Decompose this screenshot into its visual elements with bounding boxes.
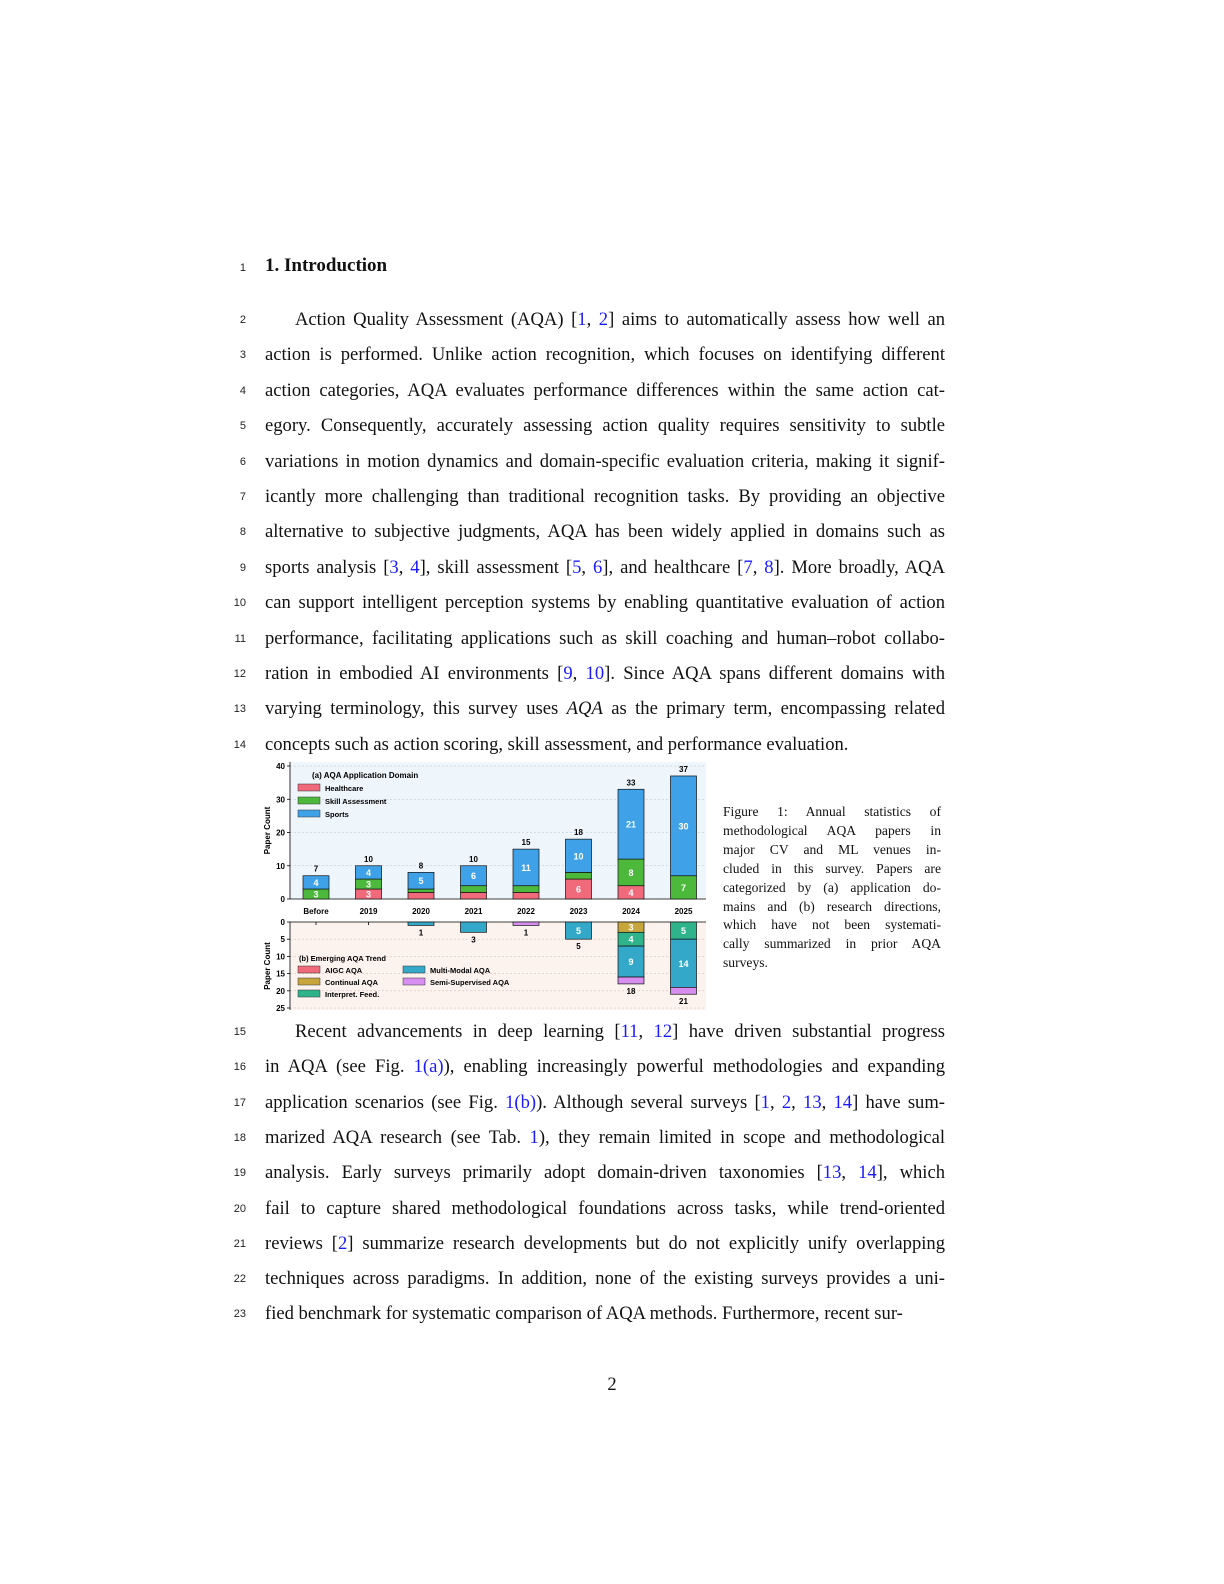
caption-line: which have not been systemati- [723,917,941,933]
xtick-label: 2023 [569,907,588,916]
citation-link[interactable]: 1 [760,1091,770,1113]
legend-label-a: Healthcare [325,784,364,793]
legend-label-a: Skill Assessment [325,797,387,806]
bar-total-label: 1 [523,928,529,938]
xtick-label: Before [303,907,329,916]
line-number: 9 [239,561,246,574]
line-number: 2 [239,314,246,326]
text-run: , [752,556,765,578]
bar-total-label: 10 [469,854,478,864]
text-line [265,662,945,686]
legend-label-b: Continual AQA [325,978,379,987]
citation-link[interactable]: 9 [563,663,573,684]
line-number: 11 [234,632,246,645]
text-run: , [769,1091,782,1113]
citation-link[interactable]: 10 [585,663,605,684]
bar-value-label: 11 [521,862,531,873]
text-run: , [638,1021,654,1042]
caption-line: cally summarized in prior AQA [723,936,941,952]
bar-segment-skill-assessment [408,889,434,892]
text-run: concepts such as action scoring, skill assessment, and performance evaluation. [265,733,849,755]
caption-line: major CV and ML venues in- [723,841,941,857]
text-run: can support intelligent perception systems by enabling quantitative evaluation of action [265,592,945,614]
citation-link[interactable]: 1(b) [505,1091,537,1113]
panel-b-title: (b) Emerging AQA Trend [299,954,386,963]
ytick-label-b: 0 [280,918,285,927]
text-run: ] have driven substantial progress [672,1021,946,1042]
legend-swatch-b [403,978,425,985]
bar-total-label: 33 [626,778,636,788]
text-run: Action Quality Assessment (AQA) [ [295,309,578,330]
bar-value-label: 4 [628,934,634,945]
line-number: 8 [239,526,246,539]
text-run: sports analysis [ [265,556,390,578]
bar-value-label: 10 [573,851,584,862]
bar-value-label: 3 [365,889,372,900]
legend-swatch-b [403,966,425,973]
text-run: , [572,663,586,684]
bar-total-label: 3 [471,935,476,945]
citation-link[interactable]: 7 [743,556,753,578]
figure-1 [258,760,710,1012]
text-run: ), enabling increasingly powerful methodologies and expanding [443,1056,945,1078]
text-line [265,1055,945,1079]
y-axis-label-b: Paper Count [263,942,272,990]
text-run: marized AQA research (see Tab. [265,1126,530,1148]
text-line [265,1232,945,1256]
text-run: ], and healthcare [ [602,556,744,578]
line-number: 14 [233,738,246,751]
text-run: ), they remain limited in scope and methodological [538,1126,945,1148]
bar-segment-skill-assessment [566,872,592,879]
section-line-number: 1 [239,262,246,274]
text-run: techniques across paradigms. In addition, none of the existing surveys provides a uni- [265,1268,945,1290]
legend-swatch-a [298,810,320,817]
text-run: action categories, AQA evaluates performance differences within the same action cat- [265,379,945,401]
bar-value-label: 7 [680,882,687,893]
line-number: 13 [233,703,246,716]
text-line [265,1161,945,1185]
bar-segment-healthcare [513,892,539,899]
bar-value-label: 4 [628,887,634,898]
bar-value-label: 4 [365,867,372,878]
text-line [265,627,945,651]
legend-swatch-b [298,966,320,973]
line-number: 16 [233,1061,246,1074]
legend-label-b: Semi-Supervised AQA [430,978,510,987]
text-line [265,379,945,403]
citation-link[interactable]: 1 [577,309,587,330]
text-line [265,1302,945,1326]
section-heading: 1. Introduction [265,255,388,276]
ytick-label-b: 20 [276,986,285,996]
panel-a-title: (a) AQA Application Domain [312,771,419,780]
bar-total-label: 10 [364,854,373,864]
legend-label-b: Multi-Modal AQA [430,966,491,975]
ytick-label-a: 40 [276,762,285,771]
bar-value-label: 3 [628,922,634,933]
text-run: ] aims to automatically assess how well an [608,309,946,330]
text-line [265,343,945,367]
bar-segment-skill-assessment [461,886,487,893]
text-line [265,556,945,580]
caption-line: Figure 1: Annual statistics of [723,804,941,819]
text-run: variations in motion dynamics and domain-specific evaluation criteria, making it signif- [265,450,945,472]
text-run: , [581,556,593,578]
text-line [265,1267,945,1291]
emphasis-text: AQA [566,698,603,720]
line-number: 4 [239,384,246,397]
text-line [265,520,945,544]
caption-line: surveys. [723,955,768,971]
text-run: varying terminology, this survey uses [265,698,567,720]
legend-swatch-b [298,978,320,985]
line-number: 17 [233,1096,246,1109]
xtick-label: 2025 [674,907,693,916]
caption-line: mains and (b) research directions, [723,898,941,914]
caption-line: cluded in this survey. Papers are [723,860,941,876]
bar-total-label: 18 [626,986,636,996]
xtick-label: 2022 [517,907,535,916]
citation-link[interactable]: 14 [858,1162,877,1184]
bar-value-label: 5 [575,926,582,937]
citation-link[interactable]: 6 [593,556,603,578]
bar-value-label: 30 [678,821,689,832]
citation-link[interactable]: 12 [653,1021,673,1042]
text-run: ], skill assessment [ [419,556,573,578]
caption-line: methodological AQA papers in [723,822,941,838]
citation-link[interactable]: 5 [572,556,582,578]
text-line [265,414,945,438]
citation-link[interactable]: 2 [598,309,609,330]
bar-total-label: 18 [574,828,583,838]
bar-segment-semi-supervised-aqa [618,977,644,984]
xtick-label: 2024 [622,907,640,916]
text-run: ]. More broadly, AQA [773,556,946,578]
page-number: 2 [607,1374,617,1395]
bar-segment-healthcare [461,892,487,899]
text-line [295,308,945,332]
bar-value-label: 6 [575,884,582,895]
bar-value-label: 8 [628,867,634,878]
text-run: in AQA (see Fig. [265,1056,414,1078]
citation-link[interactable]: 4 [410,556,420,578]
text-line [265,733,945,757]
line-number: 15 [233,1026,246,1038]
figure-1-chart [258,760,710,1012]
text-run: fail to capture shared methodological foundations across tasks, while trend-oriented [265,1197,945,1219]
text-line [295,1020,945,1044]
line-number: 7 [239,491,246,503]
bar-segment-healthcare [408,892,434,899]
ytick-label-a: 0 [280,895,285,904]
bar-value-label: 14 [678,958,689,969]
bar-total-label: 37 [679,764,688,774]
text-line [265,1126,945,1150]
legend-swatch-a [298,784,320,791]
bar-value-label: 6 [470,871,477,882]
figure-1-caption [723,803,941,973]
xtick-label: 2021 [464,907,483,916]
line-number: 22 [233,1273,246,1286]
bar-total-label: 5 [576,942,581,952]
ytick-label-b: 25 [276,1004,285,1012]
ytick-label-b: 15 [276,969,285,979]
bar-value-label: 5 [418,876,424,887]
bar-total-label: 21 [679,997,688,1007]
text-run: ). Although several surveys [ [536,1091,761,1113]
legend-label-a: Sports [325,810,349,819]
legend-label-b: AIGC AQA [325,966,363,975]
legend-label-b: Interpret. Feed. [325,990,380,999]
text-run: , [791,1091,804,1113]
line-number: 18 [233,1131,246,1144]
citation-link[interactable]: 2 [781,1091,792,1113]
line-number: 3 [239,349,246,362]
legend-swatch-b [298,990,320,997]
ytick-label-a: 20 [276,828,285,838]
legend-swatch-a [298,797,320,804]
bar-segment-skill-assessment [513,886,539,893]
text-run: reviews [ [265,1232,338,1254]
bar-segment-semi-supervised-aqa [671,987,697,994]
bar-segment-multi-modal-aqa [461,922,487,932]
bar-total-label: 15 [521,838,531,848]
bar-value-label: 3 [313,889,319,900]
y-axis-label-a: Paper Count [263,806,272,855]
text-run: Recent advancements in deep learning [ [295,1021,621,1042]
text-run: , [398,556,411,578]
text-run: fied benchmark for systematic comparison of AQA methods. Furthermore, recent sur- [265,1303,903,1325]
text-run: analysis. Early surveys primarily adopt domain-driven taxonomies [ [265,1162,823,1184]
xtick-label: 2019 [359,907,378,916]
bar-segment-multi-modal-aqa [408,922,434,925]
citation-link[interactable]: 1 [529,1126,539,1148]
text-run: ]. Since AQA spans different domains with [604,663,946,684]
line-number: 23 [233,1308,246,1321]
text-run: , [841,1162,859,1184]
citation-link[interactable]: 2 [337,1232,348,1254]
bar-total-label: 1 [418,928,424,938]
text-run: egory. Consequently, accurately assessing action quality requires sensitivity to subtle [265,415,945,437]
ytick-label-a: 10 [276,861,285,871]
text-run: ration in embodied AI environments [ [265,663,564,684]
bar-total-label: 8 [418,861,424,871]
line-number: 21 [233,1237,246,1250]
line-number: 20 [233,1202,246,1215]
line-number: 10 [233,597,246,610]
ytick-label-b: 5 [280,935,285,945]
ytick-label-b: 10 [276,952,285,962]
text-line [265,1091,945,1115]
line-number: 6 [239,455,246,468]
line-number: 5 [239,420,246,433]
ytick-label-a: 30 [276,795,285,805]
text-line [265,450,945,474]
text-line [265,697,945,721]
bar-segment-semi-supervised-aqa [513,922,539,925]
citation-link[interactable]: 13 [822,1162,842,1184]
bar-value-label: 5 [680,926,687,937]
citation-link[interactable]: 1(a) [413,1056,444,1078]
text-run: ], which [876,1162,946,1184]
text-run: , [586,309,599,330]
citation-link[interactable]: 13 [803,1091,822,1113]
text-run: icantly more challenging than traditional recognition tasks. By providing an objective [265,486,945,507]
text-run: application scenarios (see Fig. [265,1091,506,1113]
citation-link[interactable]: 3 [389,556,399,578]
bar-value-label: 9 [628,957,634,968]
text-line [265,1197,945,1221]
bar-total-label: 7 [313,864,319,874]
xtick-label: 2020 [412,907,430,916]
bar-value-label: 3 [365,879,372,890]
text-line [265,591,945,615]
text-run: ] have sum- [852,1091,946,1113]
citation-link[interactable]: 14 [833,1091,853,1113]
caption-line: categorized by (a) application do- [723,879,941,895]
bar-value-label: 21 [625,819,637,830]
text-run: performance, facilitating applications such as skill coaching and human–robot collabo- [265,627,945,649]
text-run: ] summarize research developments but do not explicitly unify overlapping [347,1232,945,1254]
citation-link[interactable]: 11 [620,1021,639,1042]
line-number: 19 [233,1167,246,1180]
text-line [265,485,945,509]
text-run: as the primary term, encompassing related [602,698,945,720]
line-number: 12 [233,668,246,680]
citation-link[interactable]: 8 [764,556,774,578]
bar-value-label: 4 [313,877,319,888]
text-run: action is performed. Unlike action recognition, which focuses on identifying different [265,344,945,366]
text-run: alternative to subjective judgments, AQA has been widely applied in domains such as [265,521,945,543]
text-run: , [821,1091,834,1113]
